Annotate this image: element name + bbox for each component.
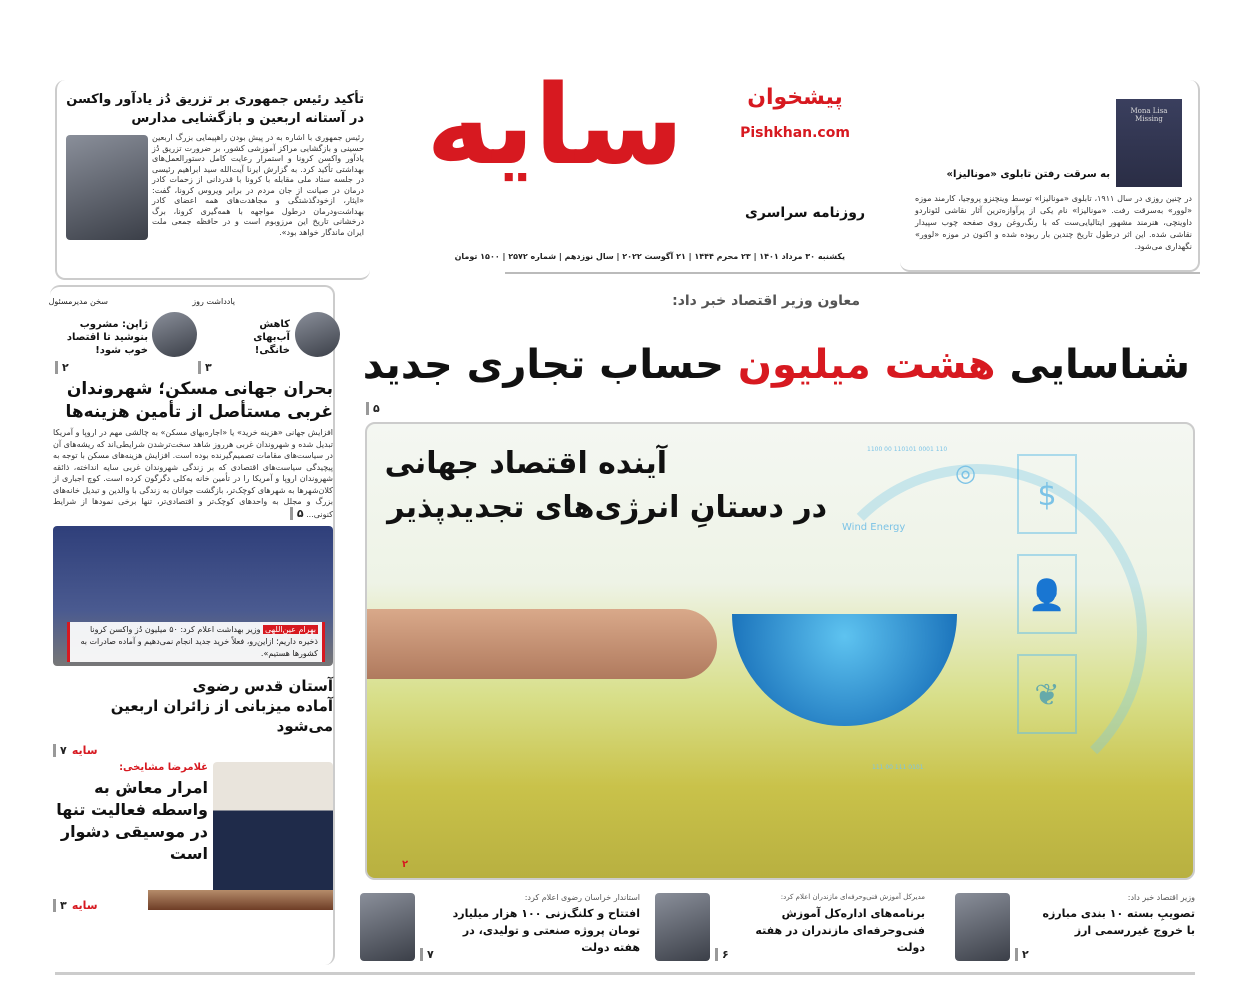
masthead-logo: سایه bbox=[426, 61, 684, 189]
bottom-page: ۷ bbox=[420, 948, 434, 961]
masthead-rule bbox=[505, 272, 1200, 274]
president-headline[interactable]: تأکید رئیس جمهوری بر تزریق دُز یادآور واکسن در آستانه اربعین و بازگشایی مدارس bbox=[66, 92, 364, 126]
musician-speaker: غلامرضا مشایخی: bbox=[119, 762, 208, 773]
masthead-subtitle: روزنامه سراسری bbox=[745, 205, 865, 221]
binary-text-2: 111 00 111 0101 bbox=[872, 764, 924, 771]
bottom-photo bbox=[655, 893, 710, 961]
opinion-label-1: یادداشت روز bbox=[192, 297, 235, 306]
bottom-item-vocational[interactable] bbox=[655, 893, 925, 965]
music-block bbox=[53, 762, 333, 912]
bottom-item-khorasan[interactable] bbox=[360, 893, 640, 965]
leaf-icon: ❦ bbox=[1017, 654, 1077, 734]
brand-mark: سایه bbox=[71, 899, 98, 912]
main-kicker: معاون وزیر اقتصاد خبر داد: bbox=[672, 293, 860, 309]
president-photo bbox=[66, 135, 148, 240]
headline-highlight: هشت میلیون bbox=[737, 342, 996, 388]
musician-page: ۳ bbox=[53, 899, 67, 912]
opinion-page-2: ۲ bbox=[55, 361, 69, 374]
watermark-url: Pishkhan.com bbox=[740, 125, 850, 141]
bottom-item-economy[interactable] bbox=[955, 893, 1195, 965]
housing-body-wrap bbox=[53, 427, 333, 520]
bottom-page: ۲ bbox=[1015, 948, 1029, 961]
watermark: پیشخوان bbox=[747, 85, 843, 110]
bottom-photo bbox=[955, 893, 1010, 961]
bottom-headline: تصویبِ بسته ۱۰ بندی مبارزه با خروج غیررسمی ارز bbox=[1042, 907, 1195, 937]
health-minister-photo bbox=[53, 526, 333, 666]
dollar-icon: $ bbox=[1017, 454, 1077, 534]
musician-photo bbox=[213, 762, 333, 900]
vaccine-caption bbox=[67, 622, 325, 662]
opinion-label-2: سخن مدیرمسئول bbox=[48, 297, 108, 306]
bottom-headline: برنامه‌های اداره‌کل آموزش فنی‌وحرفه‌ای مازندران در هفته دولت bbox=[755, 907, 925, 954]
headline-part-2: حساب تجاری جدید bbox=[362, 342, 724, 388]
bottom-headline: افتتاح و کلنگ‌زنی ۱۰۰ هزار میلیارد تومان پروژه صنعتی و تولیدی، در هفته دولت bbox=[452, 907, 640, 954]
feature-title-1: آینده اقتصاد جهانی bbox=[384, 446, 667, 481]
housing-body: افزایش جهانی «هزینه خرید» یا «اجاره‌بهای مسکن» به چالشی مهم در اروپا و آمریکا تبدیل شده و شهروندان غربی هرروز شاهد سخت‌ترشدن شرایطی‌اند که ریشه‌های آن در سیاست‌های مقامات تصمیم‌گیرنده بوده است. افزایش هزینه‌های مسکن با توجه به پیچیدگی سیاست‌های اقتصادی که بر زندگی شهروندان غربی سایه انداخته، ذائقه شهروندان اروپا و آمریکا را در تأمین خانه به‌کلی دگرگون کرده است. کوچ اجباری از کلان‌شهرها به شهرهای کوچک‌تر، بازگشت جوانان به زندگی با والدین و تبدیل خانه‌های بزرگ و مجلل به واحدهای کوچک‌تر و اقتصادی‌تر، تنها برخی نمودها از شرایط کنونی... bbox=[53, 428, 333, 519]
astan-headline-2[interactable]: آماده میزبانی از زائران اربعین می‌شود bbox=[110, 697, 333, 735]
feature-page-ref: ۲ bbox=[402, 859, 409, 870]
housing-headline[interactable]: بحران جهانی مسکن؛ شهروندان غربی مستأصل از تأمین هزینه‌ها bbox=[65, 379, 333, 422]
brand-mark: سایه bbox=[71, 744, 98, 757]
wind-energy-label: Wind Energy bbox=[842, 522, 906, 533]
housing-page: ۵ bbox=[290, 507, 304, 520]
musician-headline[interactable]: امرار معاش به واسطه فعالیت تنها در موسیقی دشوار است bbox=[56, 778, 208, 863]
mona-lisa-photo: Mona Lisa Missing bbox=[1116, 99, 1182, 187]
santur bbox=[148, 890, 333, 910]
opinion-avatar-2 bbox=[152, 312, 197, 357]
bottom-rule bbox=[55, 972, 1195, 975]
person-icon: 👤 bbox=[1017, 554, 1077, 634]
opinion-avatar-1 bbox=[295, 312, 340, 357]
mona-lisa-headline[interactable]: به سرقت رفتن تابلوی «مونالیزا» bbox=[946, 169, 1110, 180]
bottom-photo bbox=[360, 893, 415, 961]
president-body: رئیس جمهوری با اشاره به در پیش بودن راهپیمایی بزرگ اربعین حسینی و بازگشایی مراکز آموزشی کشور، بر ضرورت تزریق دُز یادآور واکسن کرونا و استمرار رعایت کامل دستورالعمل‌های بهداشتی تأکید کرد. به گزارش ایرنا آیت‌الله سید ابراهیم رئیسی در جلسه ستاد ملی مقابله با کرونا با قدردانی از زحمات کادر درمان در صیانت از جان مردم در برابر ویروس کرونا، گفت: «ایثار، ازخودگذشتگی و مجاهدت‌های همه اعضای کادر بهداشت‌ودرمان درطول مواجهه با همه‌گیری کرونا، برگ درخشانی تاریخ این مرزوبوم است و در حافظه جمعی ملت ایران ماندگار خواهد بود». bbox=[152, 133, 364, 237]
headline-part-1: شناسایی bbox=[1009, 342, 1190, 388]
feature-image[interactable] bbox=[365, 422, 1195, 880]
bottom-page: ۶ bbox=[715, 948, 729, 961]
opinion-page-1: ۳ bbox=[198, 361, 212, 374]
feature-title-2: در دستانِ انرژی‌های تجدیدپذیر bbox=[387, 490, 827, 525]
main-headline[interactable] bbox=[360, 335, 1190, 395]
dateline: یکشنبه ۳۰ مرداد ۱۴۰۱ | ۲۳ محرم ۱۴۴۴ | ۲۱ آگوست ۲۰۲۲ | سال نوزدهم | شماره ۲۵۷۲ | ۱۵۰۰ تومان bbox=[454, 252, 845, 261]
binary-text-1: 1100 00 110101 0001 110 bbox=[867, 446, 948, 453]
vaccine-text: وزیر بهداشت اعلام کرد: ۵۰ میلیون دُز واکسن کرونا ذخیره داریم؛ ازاین‌رو، فعلاً خرید جدید انجام نمی‌دهیم و آماده صادرات به کشورها هستیم». bbox=[80, 625, 318, 658]
astan-page: ۷ bbox=[53, 744, 67, 757]
astan-headline-1[interactable]: آستان قدس رضوی bbox=[192, 677, 333, 695]
minister-name: بهرام عین‌اللهی bbox=[265, 625, 316, 634]
opinion-title-1[interactable]: کاهش آب‌بهای خانگی! bbox=[253, 319, 290, 356]
tech-arc bbox=[807, 464, 1147, 804]
left-column-flow bbox=[53, 378, 333, 912]
astan-page-ref bbox=[53, 739, 333, 758]
bottom-kicker: مدیرکل آموزش فنی‌وحرفه‌ای مازندران اعلام کرد: bbox=[780, 893, 925, 901]
bottom-kicker: وزیر اقتصاد خبر داد: bbox=[1127, 893, 1195, 902]
main-page-ref: ۵ bbox=[366, 402, 380, 415]
musician-page-ref bbox=[53, 894, 98, 913]
opinion-title-2[interactable]: ژاپن: مشروب بنوشید تا اقتصاد خوب شود! bbox=[66, 319, 148, 356]
hand bbox=[367, 609, 717, 679]
globe-icon: ◎ bbox=[955, 459, 976, 487]
bottom-kicker: استاندار خراسان رضوی اعلام کرد: bbox=[524, 893, 640, 902]
mona-lisa-body: در چنین روزی در سال ۱۹۱۱، تابلوی «مونالیزا» توسط وینچنزو پروجیا، کارمند موزه «لوور» به‌سرقت رفت. «مونالیزا» نام یکی از پرآوازه‌ترین آثار نقاشی لئوناردو داوینچی، هنرمند مشهور ایتالیایی‌ست که با رنگ‌روغن روی صفحه چوب سپیدار نقاشی شده. این اثر درطول تاریخ چندین بار ربوده شده و اکنون در موزه «لوور» نگهداری می‌شود. bbox=[915, 194, 1192, 251]
